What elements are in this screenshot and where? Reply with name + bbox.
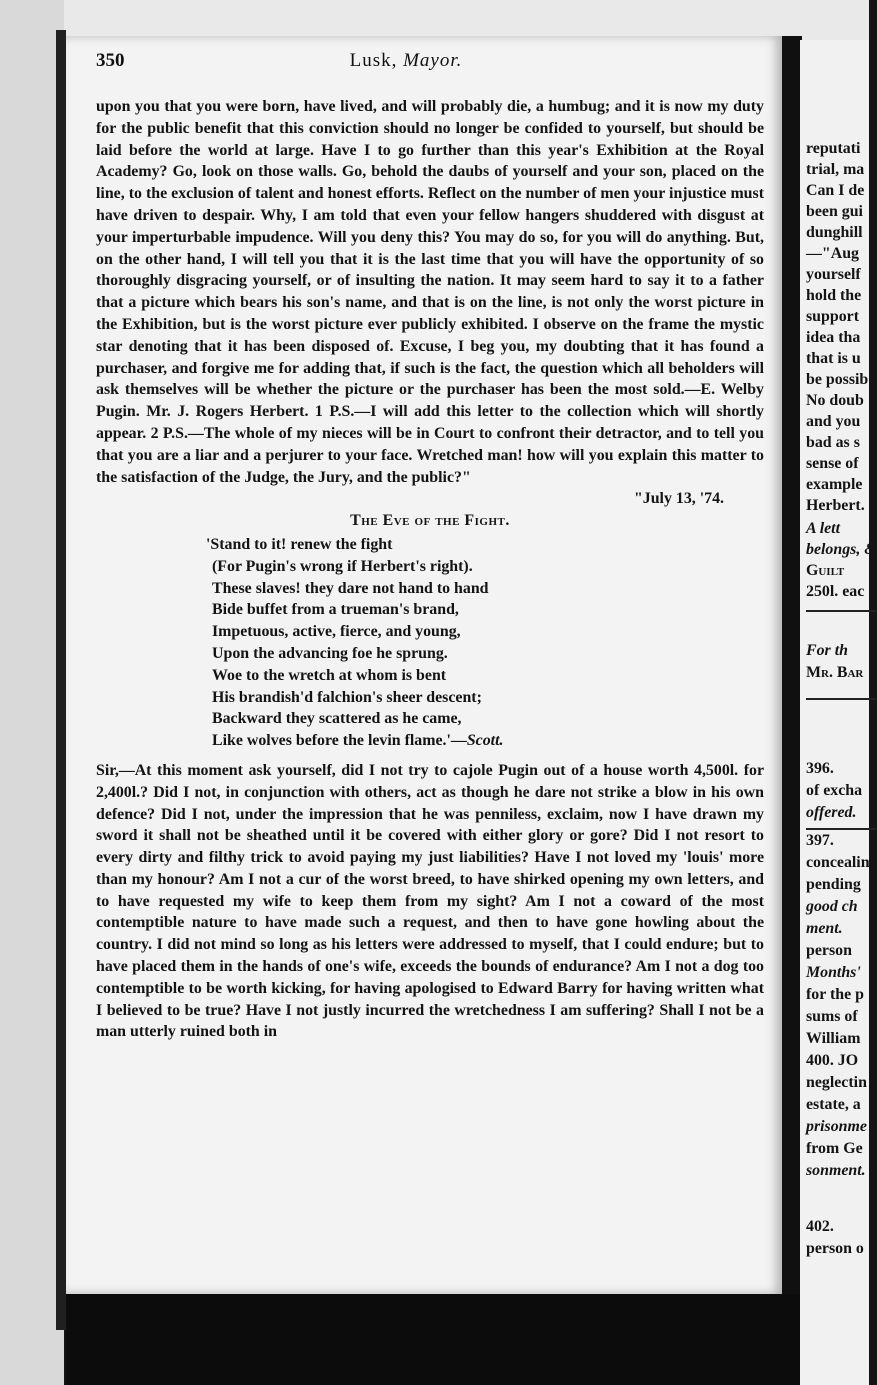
poem-line-last	[212, 730, 764, 752]
running-title-italic: Mayor.	[403, 50, 463, 71]
adjacent-page-line: Months'	[806, 964, 861, 981]
adjacent-page-rule	[806, 828, 876, 830]
adjacent-page-line: yourself	[806, 266, 861, 283]
adjacent-page-line: Mr. Bar	[806, 664, 864, 681]
adjacent-page-line: person	[806, 942, 852, 959]
adjacent-page-line: ment.	[806, 920, 843, 937]
paragraph-letter-conclusion: upon you that you were born, have lived, and will probably die, a humbug; and it is now my duty for the public benefit that this conviction should no longer be confided to yourself, but should be laid before the world at large. Have I to go further than this year's Exhibition at the Royal Academy? Go, look on those walls. Go, behold the daubs of yourself and your son, placed on the line, to the exclusion of talent and honest efforts. Reflect on the number of men your injustice must have driven to despair. Why, I am told that even your fellow hangers shuddered with disgust at your imperturbable impudence. Will you deny this? You may do so, for you will do anything. But, on the other hand, I will tell you that it is the last time that you will have the opportunity of so thoroughly disgracing yourself, or of insulting the nation. It may seem hard to say it to a father that a picture which bears his son's name, and that is on the line, is not only the worst picture in the Exhibition, but is the worst picture ever publicly exhibited. I observe on the frame the mystic star denoting that it has been disposed of. Excuse, I beg you, my doubting that it has found a purchaser, and forgive me for adding that, if such is the fact, the question which all beholders will ask themselves will be whether the picture or the purchaser has been the most sold.—E. Welby Pugin. Mr. J. Rogers Herbert. 1 P.S.—I will add this letter to the collection which will shortly appear. 2 P.S.—The whole of my nieces will be in Court to confront their detractor, and to tell you that you are a liar and a perjurer to your face. Wretched man! how will you explain this matter to the satisfaction of the Judge, the Jury, and the public?"	[96, 98, 764, 486]
adjacent-page	[800, 40, 877, 1385]
adjacent-page-line: 400. JO	[806, 1052, 859, 1069]
poem-line: Upon the advancing foe he sprung.	[212, 644, 448, 662]
adjacent-page-line: prisonme	[806, 1118, 867, 1135]
poem-line: 'Stand to it! renew the fight	[206, 535, 393, 553]
adjacent-page-line: Guilt	[806, 562, 845, 579]
adjacent-page-line: Herbert.	[806, 497, 865, 514]
poem-line: These slaves! they dare not hand to hand	[212, 579, 489, 597]
adjacent-page-line: 397.	[806, 832, 834, 849]
adjacent-page-line: person o	[806, 1240, 864, 1257]
adjacent-page-line: A lett	[806, 520, 840, 537]
adjacent-page-line: for the p	[806, 986, 864, 1003]
adjacent-page-line: sonment.	[806, 1162, 866, 1179]
paragraph-sir: Sir,—At this moment ask yourself, did I not try to cajole Pugin out of a house worth 4,500l. for 2,400l.? Did I not, in conjunction with others, act as though he dare not strike a blow in his own defence? Did I not, under the impression that he was penniless, exclaim, now I have drawn my sword it shall not be sheathed until it be covered with either glory or gore? Did I not resort to every dirty and filthy trick to avoid paying my just liabilities? Have I not loved my 'louis' more than my honour? Am I not a cur of the worst breed, to have shirked opening my own letters, and to have requested my wife to keep them from my sight? Am I not a coward of the most contemptible nature to have made such a request, and then to have gone howling about the country. I did not mind so long as his letters were addressed to myself, that I could endure; but to have placed them in the hands of one's wife, exceeds the bounds of endurance? Am I not a dog too contemptible to be worth kicking, for having apologised to Edward Barry for having written what I believed to be true? Have I not justly incurred the wretchedness I am suffering? Shall I not be a man utterly ruined both in	[96, 761, 764, 1041]
page-body	[96, 96, 764, 1043]
adjacent-page-line: support	[806, 308, 859, 325]
poem	[206, 534, 764, 752]
adjacent-page-line: be possib	[806, 371, 869, 388]
adjacent-page-line: William	[806, 1030, 861, 1047]
adjacent-page-line: pending	[806, 876, 861, 893]
adjacent-page-line: neglectin	[806, 1074, 867, 1091]
bottom-scan-edge	[66, 1294, 806, 1385]
poem-line: His brandish'd falchion's sheer descent;	[212, 688, 482, 706]
poem-line: (For Pugin's wrong if Herbert's right).	[212, 557, 473, 575]
adjacent-page-line: sense of	[806, 455, 859, 472]
adjacent-page-line: from Ge	[806, 1140, 863, 1157]
adjacent-page-line: offered.	[806, 804, 857, 821]
adjacent-page-line: good ch	[806, 898, 858, 915]
adjacent-page-line: 402.	[806, 1218, 834, 1235]
book-gutter	[782, 36, 802, 1296]
left-scan-edge	[0, 0, 64, 1385]
adjacent-page-line: of excha	[806, 782, 863, 799]
poem-line-text: Like wolves before the levin flame.'—	[212, 732, 467, 750]
adjacent-page-line: 250l. eac	[806, 583, 865, 600]
poem-line: Backward they scattered as he came,	[212, 710, 462, 728]
adjacent-page-line: hold the	[806, 287, 862, 304]
adjacent-page-rule	[806, 610, 876, 612]
adjacent-page-line: For th	[806, 642, 848, 659]
binding-shadow	[56, 30, 66, 1330]
running-head	[96, 50, 716, 72]
poem-line: Impetuous, active, fierce, and young,	[212, 623, 461, 641]
adjacent-page-line: that is u	[806, 350, 861, 367]
adjacent-page-line: and you	[806, 413, 861, 430]
adjacent-page-line: trial, ma	[806, 161, 865, 178]
adjacent-page-line: example	[806, 476, 863, 493]
page-header	[96, 50, 716, 80]
adjacent-page-line: dunghill	[806, 224, 863, 241]
adjacent-page-line: bad as s	[806, 434, 860, 451]
poem-line: Bide buffet from a trueman's brand,	[212, 601, 459, 619]
adjacent-page-rule	[806, 698, 876, 700]
adjacent-page-line: reputati	[806, 140, 861, 157]
adjacent-page-line: Can I de	[806, 182, 865, 199]
adjacent-page-line: been gui	[806, 203, 863, 220]
adjacent-page-line: —"Aug	[806, 245, 859, 262]
dateline: "July 13, '74.	[633, 490, 724, 508]
adjacent-page-line: 396.	[806, 760, 834, 777]
adjacent-page-line: No doub	[806, 392, 864, 409]
poem-attribution: Scott.	[466, 732, 504, 750]
adjacent-page-line: estate, a	[806, 1096, 861, 1113]
adjacent-page-line: idea tha	[806, 329, 861, 346]
adjacent-page-line: concealin	[806, 854, 870, 871]
running-title: Lusk,	[349, 50, 398, 71]
adjacent-page-line: sums of	[806, 1008, 858, 1025]
poem-line: Woe to the wretch at whom is bent	[212, 666, 447, 684]
section-title: The Eve of the Fight.	[350, 512, 510, 530]
adjacent-page-line: belongs, &	[806, 541, 877, 558]
page-number: 350	[96, 50, 125, 71]
